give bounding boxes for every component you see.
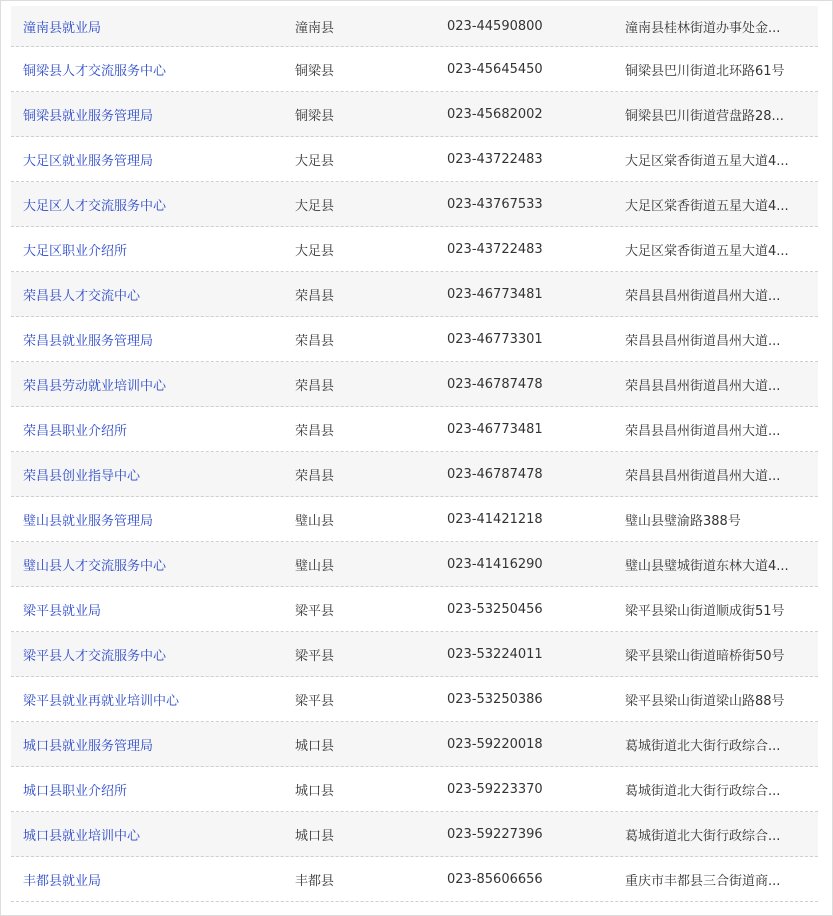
address-cell: 璧山县璧渝路388号 bbox=[625, 513, 741, 529]
agency-name-link[interactable]: 梁平县就业再就业培训中心 bbox=[23, 693, 180, 709]
county-cell: 城口县 bbox=[295, 828, 335, 844]
agency-name-link[interactable]: 丰都县就业局 bbox=[23, 873, 102, 889]
agency-name-link[interactable]: 荣昌县创业指导中心 bbox=[23, 468, 141, 484]
address-cell: 葛城街道北大街行政综合... bbox=[625, 738, 781, 754]
agency-name-link[interactable]: 潼南县就业局 bbox=[23, 20, 102, 36]
table-row bbox=[11, 722, 818, 767]
phone-cell: 023-59220018 bbox=[447, 736, 543, 752]
table-row bbox=[11, 452, 818, 497]
address-cell: 大足区棠香街道五星大道4... bbox=[625, 198, 789, 214]
county-cell: 梁平县 bbox=[295, 693, 335, 709]
county-cell: 丰都县 bbox=[295, 873, 335, 889]
table-row bbox=[11, 767, 818, 812]
county-cell: 大足县 bbox=[295, 198, 335, 214]
agency-name-link[interactable]: 大足区就业服务管理局 bbox=[23, 153, 154, 169]
county-cell: 梁平县 bbox=[295, 603, 335, 619]
address-cell: 梁平县梁山街道暗桥街50号 bbox=[625, 648, 785, 664]
phone-cell: 023-46773481 bbox=[447, 421, 543, 437]
agency-name-link[interactable]: 璧山县就业服务管理局 bbox=[23, 513, 154, 529]
table-row bbox=[11, 182, 818, 227]
table-row bbox=[11, 137, 818, 182]
agency-name-link[interactable]: 梁平县就业局 bbox=[23, 603, 102, 619]
address-cell: 荣昌县昌州街道昌州大道... bbox=[625, 333, 781, 349]
address-cell: 荣昌县昌州街道昌州大道... bbox=[625, 378, 781, 394]
phone-cell: 023-45645450 bbox=[447, 61, 543, 77]
address-cell: 璧山县璧城街道东林大道4... bbox=[625, 558, 789, 574]
agency-name-link[interactable]: 荣昌县劳动就业培训中心 bbox=[23, 378, 167, 394]
county-cell: 潼南县 bbox=[295, 20, 335, 36]
table-row bbox=[11, 407, 818, 452]
table-row bbox=[11, 812, 818, 857]
phone-cell: 023-53224011 bbox=[447, 646, 543, 662]
address-cell: 葛城街道北大街行政综合... bbox=[625, 828, 781, 844]
agency-name-link[interactable]: 璧山县人才交流服务中心 bbox=[23, 558, 167, 574]
county-cell: 荣昌县 bbox=[295, 378, 335, 394]
agency-name-link[interactable]: 荣昌县就业服务管理局 bbox=[23, 333, 154, 349]
address-cell: 大足区棠香街道五星大道4... bbox=[625, 243, 789, 259]
agency-name-link[interactable]: 大足区人才交流服务中心 bbox=[23, 198, 167, 214]
table-row bbox=[11, 362, 818, 407]
phone-cell: 023-53250386 bbox=[447, 691, 543, 707]
phone-cell: 023-59227396 bbox=[447, 826, 543, 842]
address-cell: 重庆市丰都县三合街道商... bbox=[625, 873, 781, 889]
agency-table bbox=[11, 6, 818, 902]
phone-cell: 023-46773301 bbox=[447, 331, 543, 347]
agency-name-link[interactable]: 荣昌县职业介绍所 bbox=[23, 423, 128, 439]
county-cell: 荣昌县 bbox=[295, 333, 335, 349]
address-cell: 潼南县桂林街道办事处金... bbox=[625, 20, 781, 36]
table-row bbox=[11, 227, 818, 272]
address-cell: 荣昌县昌州街道昌州大道... bbox=[625, 468, 781, 484]
address-cell: 荣昌县昌州街道昌州大道... bbox=[625, 423, 781, 439]
table-row bbox=[11, 47, 818, 92]
county-cell: 荣昌县 bbox=[295, 423, 335, 439]
address-cell: 梁平县梁山街道顺成街51号 bbox=[625, 603, 785, 619]
address-cell: 铜梁县巴川街道营盘路28... bbox=[625, 108, 784, 124]
agency-name-link[interactable]: 梁平县人才交流服务中心 bbox=[23, 648, 167, 664]
address-cell: 大足区棠香街道五星大道4... bbox=[625, 153, 789, 169]
address-cell: 梁平县梁山街道梁山路88号 bbox=[625, 693, 785, 709]
phone-cell: 023-46787478 bbox=[447, 376, 543, 392]
table-row bbox=[11, 542, 818, 587]
county-cell: 大足县 bbox=[295, 153, 335, 169]
table-row bbox=[11, 677, 818, 722]
table-row bbox=[11, 6, 818, 47]
phone-cell: 023-43722483 bbox=[447, 151, 543, 167]
phone-cell: 023-85606656 bbox=[447, 871, 543, 887]
phone-cell: 023-45682002 bbox=[447, 106, 543, 122]
phone-cell: 023-59223370 bbox=[447, 781, 543, 797]
table-row bbox=[11, 92, 818, 137]
county-cell: 铜梁县 bbox=[295, 63, 335, 79]
table-row bbox=[11, 317, 818, 362]
table-row bbox=[11, 272, 818, 317]
agency-name-link[interactable]: 铜梁县人才交流服务中心 bbox=[23, 63, 167, 79]
phone-cell: 023-53250456 bbox=[447, 601, 543, 617]
county-cell: 荣昌县 bbox=[295, 288, 335, 304]
county-cell: 梁平县 bbox=[295, 648, 335, 664]
agency-name-link[interactable]: 城口县就业培训中心 bbox=[23, 828, 141, 844]
agency-name-link[interactable]: 荣昌县人才交流中心 bbox=[23, 288, 141, 304]
agency-name-link[interactable]: 铜梁县就业服务管理局 bbox=[23, 108, 154, 124]
table-row bbox=[11, 857, 818, 902]
agency-name-link[interactable]: 大足区职业介绍所 bbox=[23, 243, 128, 259]
county-cell: 璧山县 bbox=[295, 558, 335, 574]
county-cell: 大足县 bbox=[295, 243, 335, 259]
address-cell: 葛城街道北大街行政综合... bbox=[625, 783, 781, 799]
phone-cell: 023-46773481 bbox=[447, 286, 543, 302]
county-cell: 荣昌县 bbox=[295, 468, 335, 484]
address-cell: 铜梁县巴川街道北环路61号 bbox=[625, 63, 785, 79]
phone-cell: 023-43722483 bbox=[447, 241, 543, 257]
phone-cell: 023-46787478 bbox=[447, 466, 543, 482]
county-cell: 铜梁县 bbox=[295, 108, 335, 124]
phone-cell: 023-41416290 bbox=[447, 556, 543, 572]
phone-cell: 023-43767533 bbox=[447, 196, 543, 212]
county-cell: 城口县 bbox=[295, 783, 335, 799]
address-cell: 荣昌县昌州街道昌州大道... bbox=[625, 288, 781, 304]
county-cell: 璧山县 bbox=[295, 513, 335, 529]
phone-cell: 023-44590800 bbox=[447, 18, 543, 34]
agency-name-link[interactable]: 城口县就业服务管理局 bbox=[23, 738, 154, 754]
table-row bbox=[11, 587, 818, 632]
table-row bbox=[11, 497, 818, 542]
table-row bbox=[11, 632, 818, 677]
county-cell: 城口县 bbox=[295, 738, 335, 754]
agency-name-link[interactable]: 城口县职业介绍所 bbox=[23, 783, 128, 799]
phone-cell: 023-41421218 bbox=[447, 511, 543, 527]
